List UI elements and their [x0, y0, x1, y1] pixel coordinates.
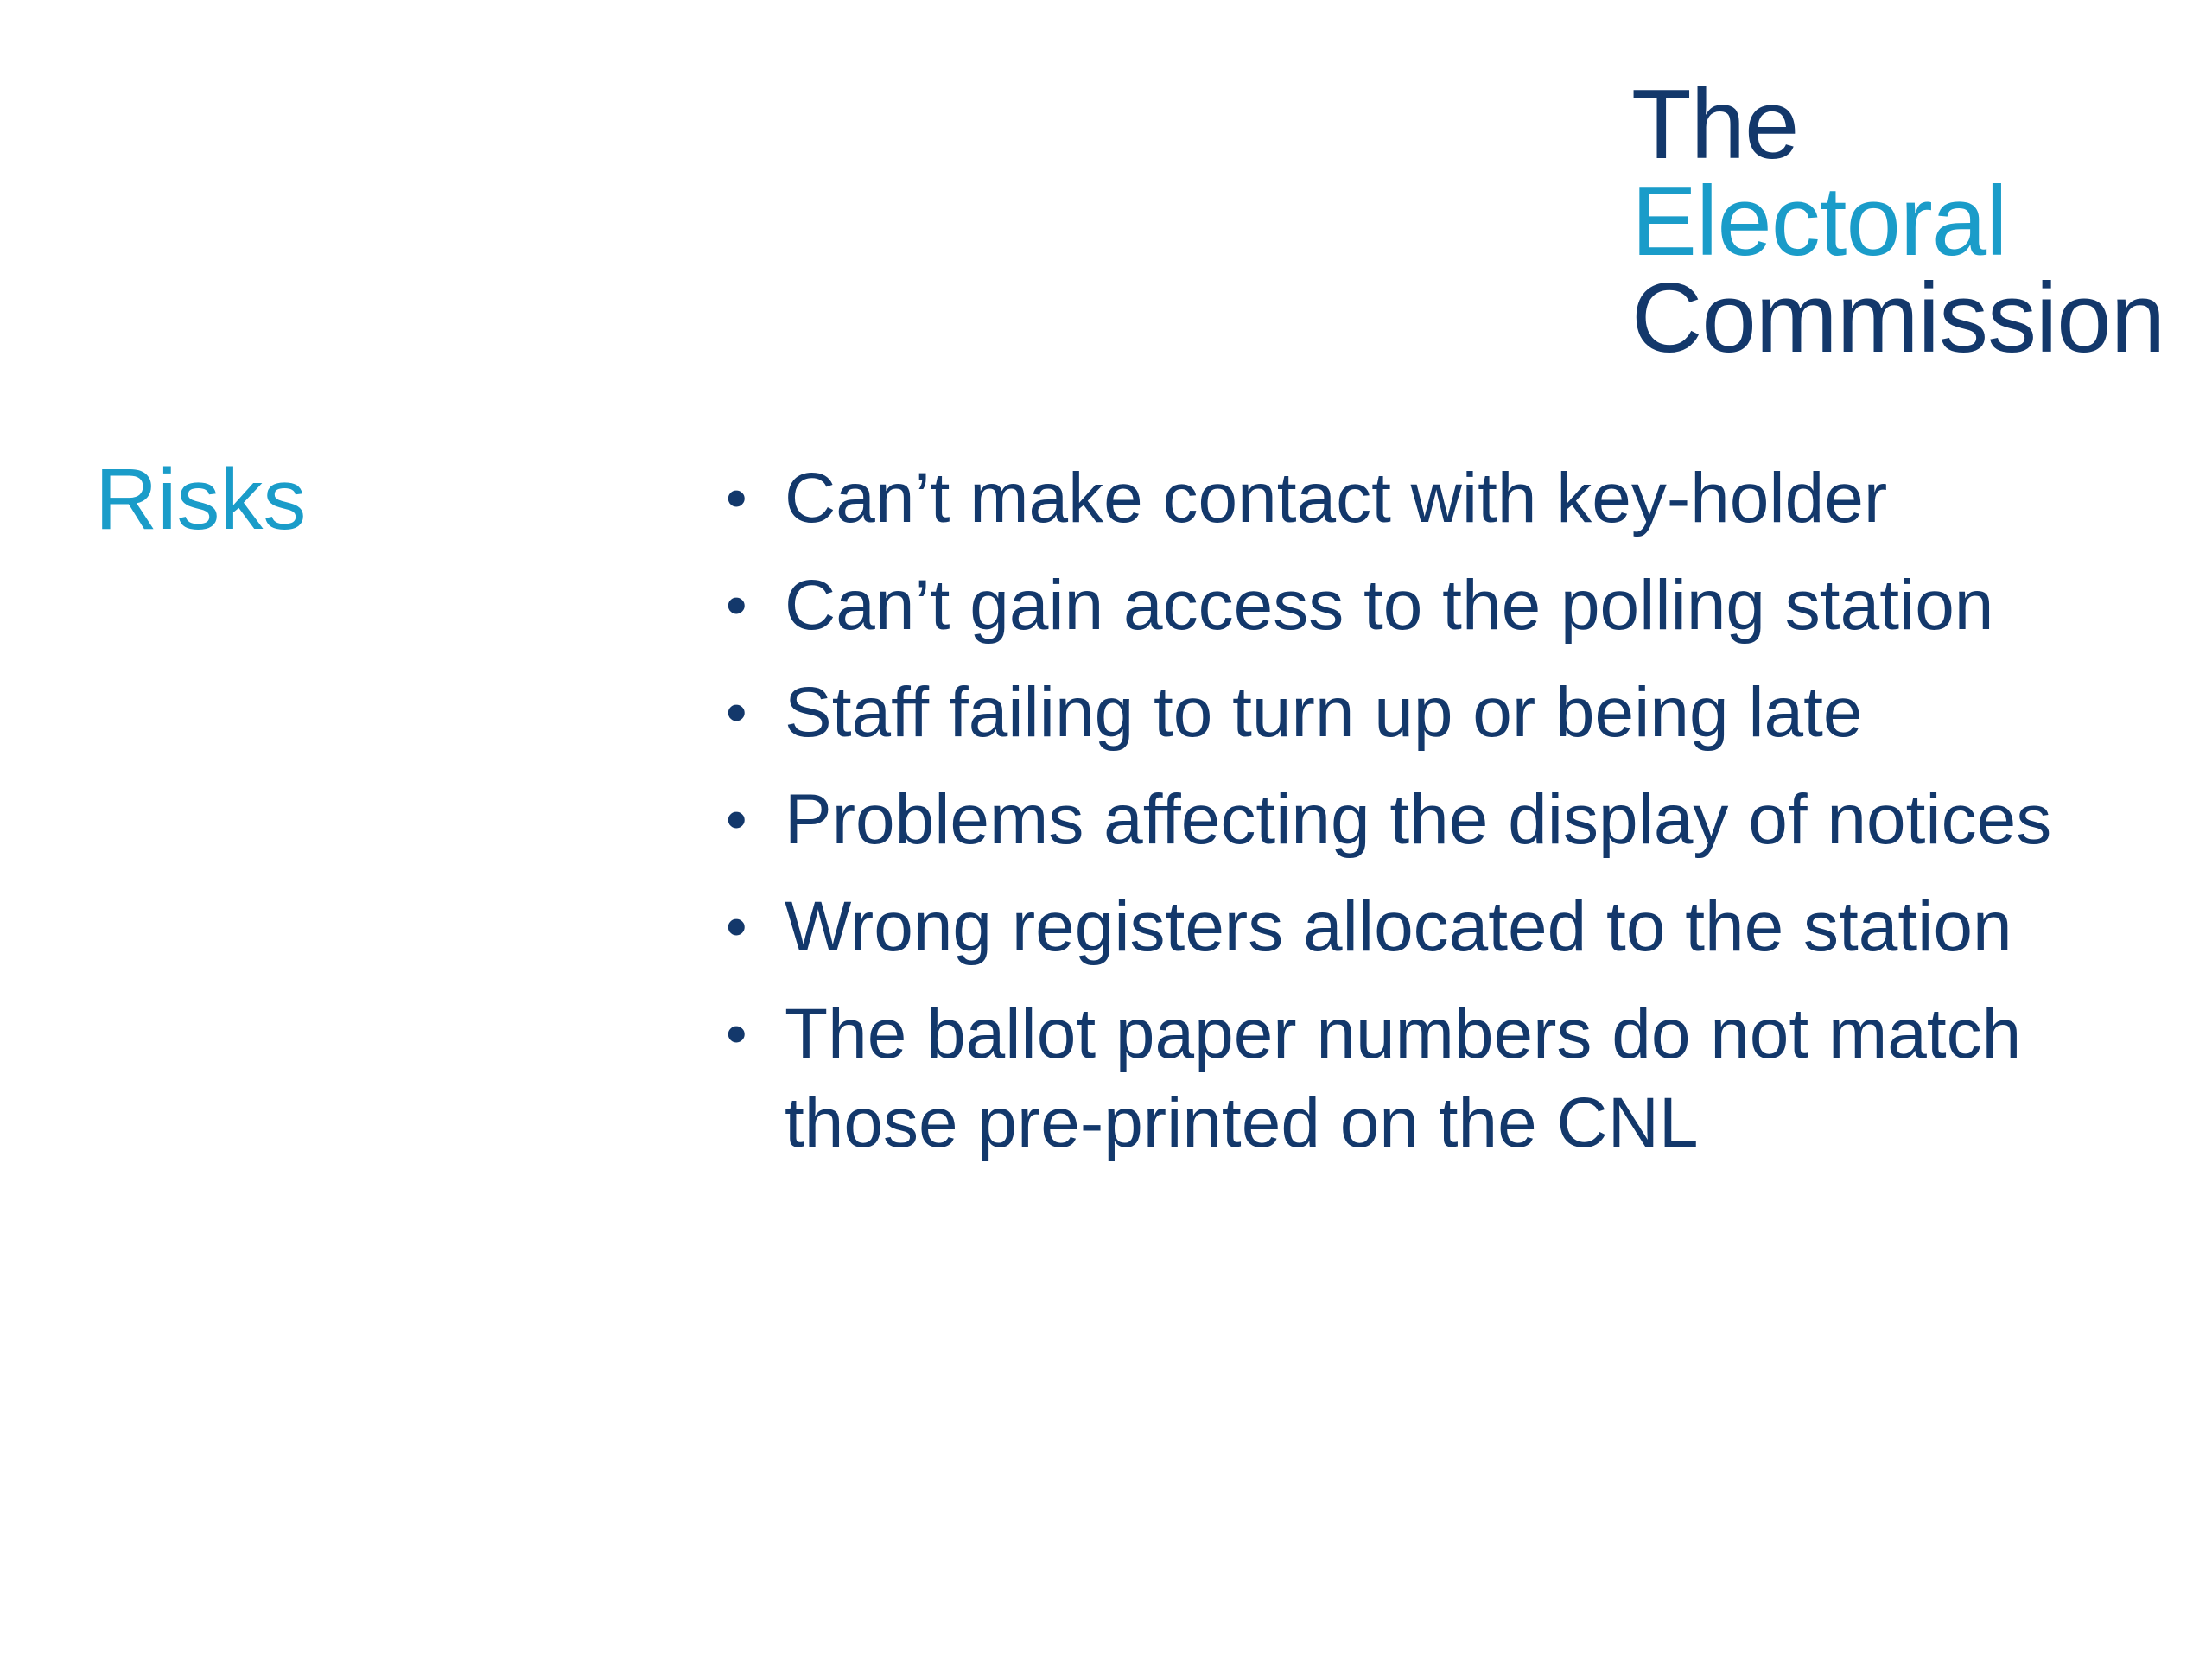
logo-line-electoral: Electoral: [1631, 167, 2007, 276]
bullet-icon: •: [726, 678, 747, 746]
bullet-text: The ballot paper numbers do not match those pre-printed on the CNL: [785, 995, 2022, 1162]
bullet-text: Problems affecting the display of notices: [785, 780, 2052, 859]
bullet-item: [726, 454, 2186, 543]
slide-title: Risks: [95, 451, 307, 548]
logo-line-commission: Commission: [1631, 264, 2165, 373]
bullet-item: [726, 989, 2186, 1167]
bullet-item: [726, 668, 2186, 757]
bullet-icon: •: [726, 1000, 747, 1067]
bullet-text: Wrong registers allocated to the station: [785, 887, 2012, 966]
bullet-text: Can’t gain access to the polling station: [785, 566, 1994, 645]
bullet-icon: •: [726, 893, 747, 960]
bullet-list: [726, 454, 2186, 1185]
bullet-icon: •: [726, 464, 747, 531]
bullet-icon: •: [726, 785, 747, 853]
bullet-item: [726, 775, 2186, 864]
electoral-commission-logo: [1631, 70, 2165, 373]
bullet-text: Can’t make contact with key-holder: [785, 459, 1888, 537]
bullet-item: [726, 561, 2186, 650]
logo-line-the: The: [1631, 70, 1799, 180]
bullet-item: [726, 882, 2186, 971]
bullet-text: Staff failing to turn up or being late: [785, 673, 1863, 752]
bullet-icon: •: [726, 571, 747, 639]
